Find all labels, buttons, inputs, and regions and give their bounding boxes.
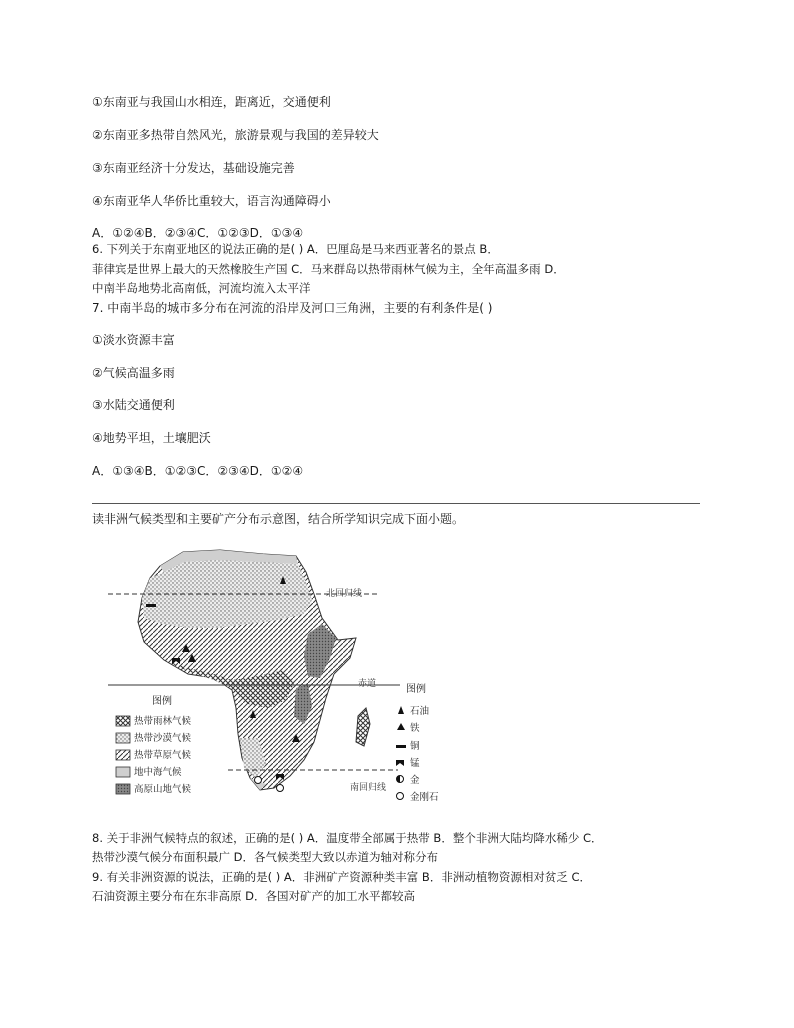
option-1: ①东南亚与我国山水相连，距离近，交通便利 [92,95,331,109]
legend-savanna: 热带草原气候 [134,750,192,761]
section-divider [92,503,700,504]
question-8-line-1: 8. 关于非洲气候特点的叙述，正确的是( ) A．温度带全部属于热带 B．整个非洲大陆均降水稀少 C． [92,831,603,845]
option-3: ③东南亚经济十分发达，基础设施完善 [92,161,295,175]
question-7-option-4: ④地势平坦，土壤肥沃 [92,431,211,445]
question-6-line-1: 6. 下列关于东南亚地区的说法正确的是( ) A．巴厘岛是马来西亚著名的景点 B． [92,242,499,256]
legend-mediterranean: 地中海气候 [134,767,182,778]
tropic-south-label: 南回归线 [350,783,387,793]
copper-icon [146,604,156,607]
question-6-line-2: 菲律宾是世界上最大的天然橡胶生产国 C．马来群岛以热带雨林气候为主，全年高温多雨 D． [92,262,565,276]
legend-oil: 石油 [410,706,430,717]
question-7-option-3: ③水陆交通便利 [92,398,175,412]
map-intro: 读非洲气候类型和主要矿产分布示意图，结合所学知识完成下面小题。 [92,512,465,526]
option-4: ④东南亚华人华侨比重较大，语言沟通障碍小 [92,194,331,208]
question-8-line-2: 热带沙漠气候分布面积最广 D．各气候类型大致以赤道为轴对称分布 [92,850,439,864]
legend-gold: 金 [410,775,420,786]
diamond-icon [255,777,262,784]
answer-choices: A．①②④B．②③④C．①②③D．①③④ [92,226,304,240]
question-7-option-2: ②气候高温多雨 [92,366,175,380]
diamond-icon [277,785,284,792]
question-9-line-1: 9. 有关非洲资源的说法，正确的是( ) A．非洲矿产资源种类丰富 B．非洲动植物资源相对贫乏 C． [92,870,592,884]
legend-copper: 铜 [410,741,420,752]
question-9-line-2: 石油资源主要分布在东非高原 D．各国对矿产的加工水平都较高 [92,889,416,903]
tropic-north-label: 北回归线 [326,589,363,599]
equator-label: 赤道 [358,679,377,689]
legend-rainforest: 热带雨林气候 [134,716,192,727]
legend-iron: 铁 [410,723,420,734]
question-7-answers: A．①③④B．①②③C．②③④D．①②④ [92,464,304,478]
question-7-option-1: ①淡水资源丰富 [92,333,175,347]
legend-desert: 热带沙漠气候 [134,733,192,744]
option-2: ②东南亚多热带自然风光，旅游景观与我国的差异较大 [92,128,379,142]
mineral-legend-title: 图例 [406,684,426,695]
madagascar [356,708,370,746]
question-6-line-3: 中南半岛地势北高南低，河流均流入太平洋 [92,281,311,295]
legend-manganese: 锰 [410,758,420,769]
africa-climate-mineral-map [108,538,468,810]
question-7-stem: 7. 中南半岛的城市多分布在河流的沿岸及河口三角洲，主要的有利条件是( ) [92,301,493,315]
legend-diamond: 金刚石 [410,792,439,803]
climate-legend-title: 图例 [152,696,172,707]
legend-highland: 高原山地气候 [134,784,192,795]
